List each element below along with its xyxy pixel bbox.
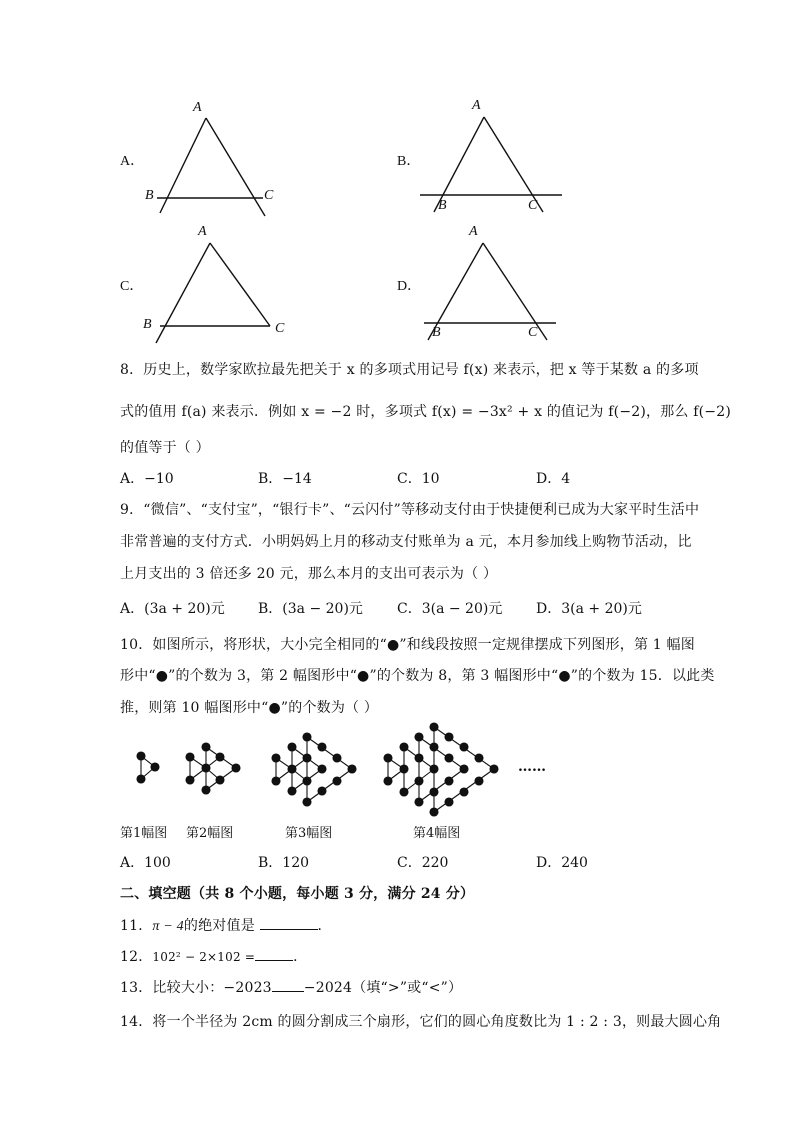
figure-b-vertex-top: A [472, 98, 481, 113]
q9-option-d[interactable]: D．3(a + 20)元 [536, 601, 642, 617]
q12-prefix: 12． [120, 949, 153, 965]
figure-c-vertex-right: C [275, 321, 285, 336]
q10-option-b[interactable]: B．120 [258, 855, 310, 871]
q8-option-b[interactable]: B．−14 [258, 471, 312, 487]
figure-b-vertex-left: B [438, 198, 447, 213]
figure-d-vertex-right: C [528, 325, 538, 340]
figure-a-vertex-right: C [264, 188, 274, 203]
q11-math: π − 4 [152, 919, 184, 934]
q13-answer-blank[interactable] [272, 979, 304, 992]
q8-option-a[interactable]: A．−10 [120, 471, 174, 487]
q10-option-c[interactable]: C．220 [397, 855, 449, 871]
figure-a-option[interactable]: A． [120, 154, 145, 169]
dot-pattern-3 [272, 733, 356, 806]
q9-option-a[interactable]: A．(3a + 20)元 [120, 601, 225, 617]
q13-right: −2024 [303, 980, 353, 996]
figure-b-vertex-right: C [528, 198, 538, 213]
q8-option-c[interactable]: C．10 [397, 471, 440, 487]
figure-c-option[interactable]: C． [120, 279, 144, 294]
dot-pattern-1 [137, 752, 159, 783]
q12-math: 102² − 2×102 = [152, 950, 256, 964]
caption-figure-1: 第1幅图 [120, 826, 168, 841]
dot-pattern-ellipsis: …… [518, 759, 546, 775]
caption-figure-2: 第2幅图 [186, 826, 234, 841]
q9-line-2: 非常普遍的支付方式．小明妈妈上月的移动支付账单为 a 元，本月参加线上购物节活动，比 [120, 534, 692, 550]
figure-c-vertex-top: A [198, 224, 207, 239]
q9-line-1: 9．“微信”、“支付宝”，“银行卡”、“云闪付”等移动支付由于快捷便利已成为大家平时生活中 [120, 502, 700, 518]
q11-end: ． [317, 918, 332, 934]
q10-line-2: 形中“●”的个数为 3，第 2 幅图形中“●”的个数为 8，第 3 幅图形中“●”的个数为 15．以此类 [120, 668, 715, 684]
q8-option-d[interactable]: D．4 [536, 471, 571, 487]
figure-d-vertex-left: B [432, 325, 441, 340]
figure-a [157, 118, 265, 216]
q11-text: 的绝对值是 [183, 918, 255, 934]
q12-end: ． [293, 949, 308, 965]
q9-line-3: 上月支出的 3 倍还多 20 元，那么本月的支出可表示为（ ） [120, 566, 498, 582]
q11-prefix: 11． [120, 918, 153, 934]
q11 [120, 915, 332, 935]
dot-pattern-4 [384, 723, 498, 816]
q8-line-2: 式的值用 f(a) 来表示．例如 x = −2 时，多项式 f(x) = −3x² + x 的值记为 f(−2)，那么 f(−2) [120, 404, 732, 420]
q12 [120, 946, 307, 966]
q11-answer-blank[interactable] [260, 917, 318, 930]
q13-hint: （填“>”或“<”） [352, 980, 463, 996]
q12-answer-blank[interactable] [255, 948, 293, 961]
q8-line-3: 的值等于（ ） [120, 440, 210, 456]
q10-line-1: 10．如图所示，将形状，大小完全相同的“●”和线段按照一定规律摆成下列图形，第 1 幅图 [120, 637, 695, 653]
figure-a-vertex-top: A [193, 100, 202, 115]
q9-option-b[interactable]: B．(3a − 20)元 [258, 601, 363, 617]
q13-left: −2023 [223, 980, 272, 996]
caption-figure-3: 第3幅图 [285, 826, 333, 841]
q14-line-1: 14．将一个半径为 2cm 的圆分割成三个扇形，它们的圆心角度数比为 1 : 2 : 3，则最大圆心角 [120, 1014, 722, 1030]
figure-c [156, 243, 270, 343]
figure-c-vertex-left: B [143, 317, 152, 332]
q13-prefix: 13．比较大小： [120, 980, 224, 996]
q8-line-1: 8．历史上，数学家欧拉最先把关于 x 的多项式用记号 f(x) 来表示，把 x 等于某数 a 的多项 [120, 362, 699, 378]
q10-line-3: 推，则第 10 幅图形中“●”的个数为（ ） [120, 700, 379, 716]
section-2-title: 二、填空题（共 8 个小题，每小题 3 分，满分 24 分） [120, 886, 475, 902]
q13 [120, 977, 462, 997]
figure-d-vertex-top: A [469, 224, 478, 239]
q10-option-d[interactable]: D．240 [536, 855, 588, 871]
figure-a-vertex-left: B [145, 188, 154, 203]
dot-pattern-2 [186, 743, 240, 794]
caption-figure-4: 第4幅图 [413, 826, 461, 841]
figure-d-option[interactable]: D． [397, 279, 422, 294]
q9-option-c[interactable]: C．3(a − 20)元 [397, 601, 503, 617]
figure-b-option[interactable]: B． [397, 154, 421, 169]
q10-option-a[interactable]: A．100 [120, 855, 171, 871]
